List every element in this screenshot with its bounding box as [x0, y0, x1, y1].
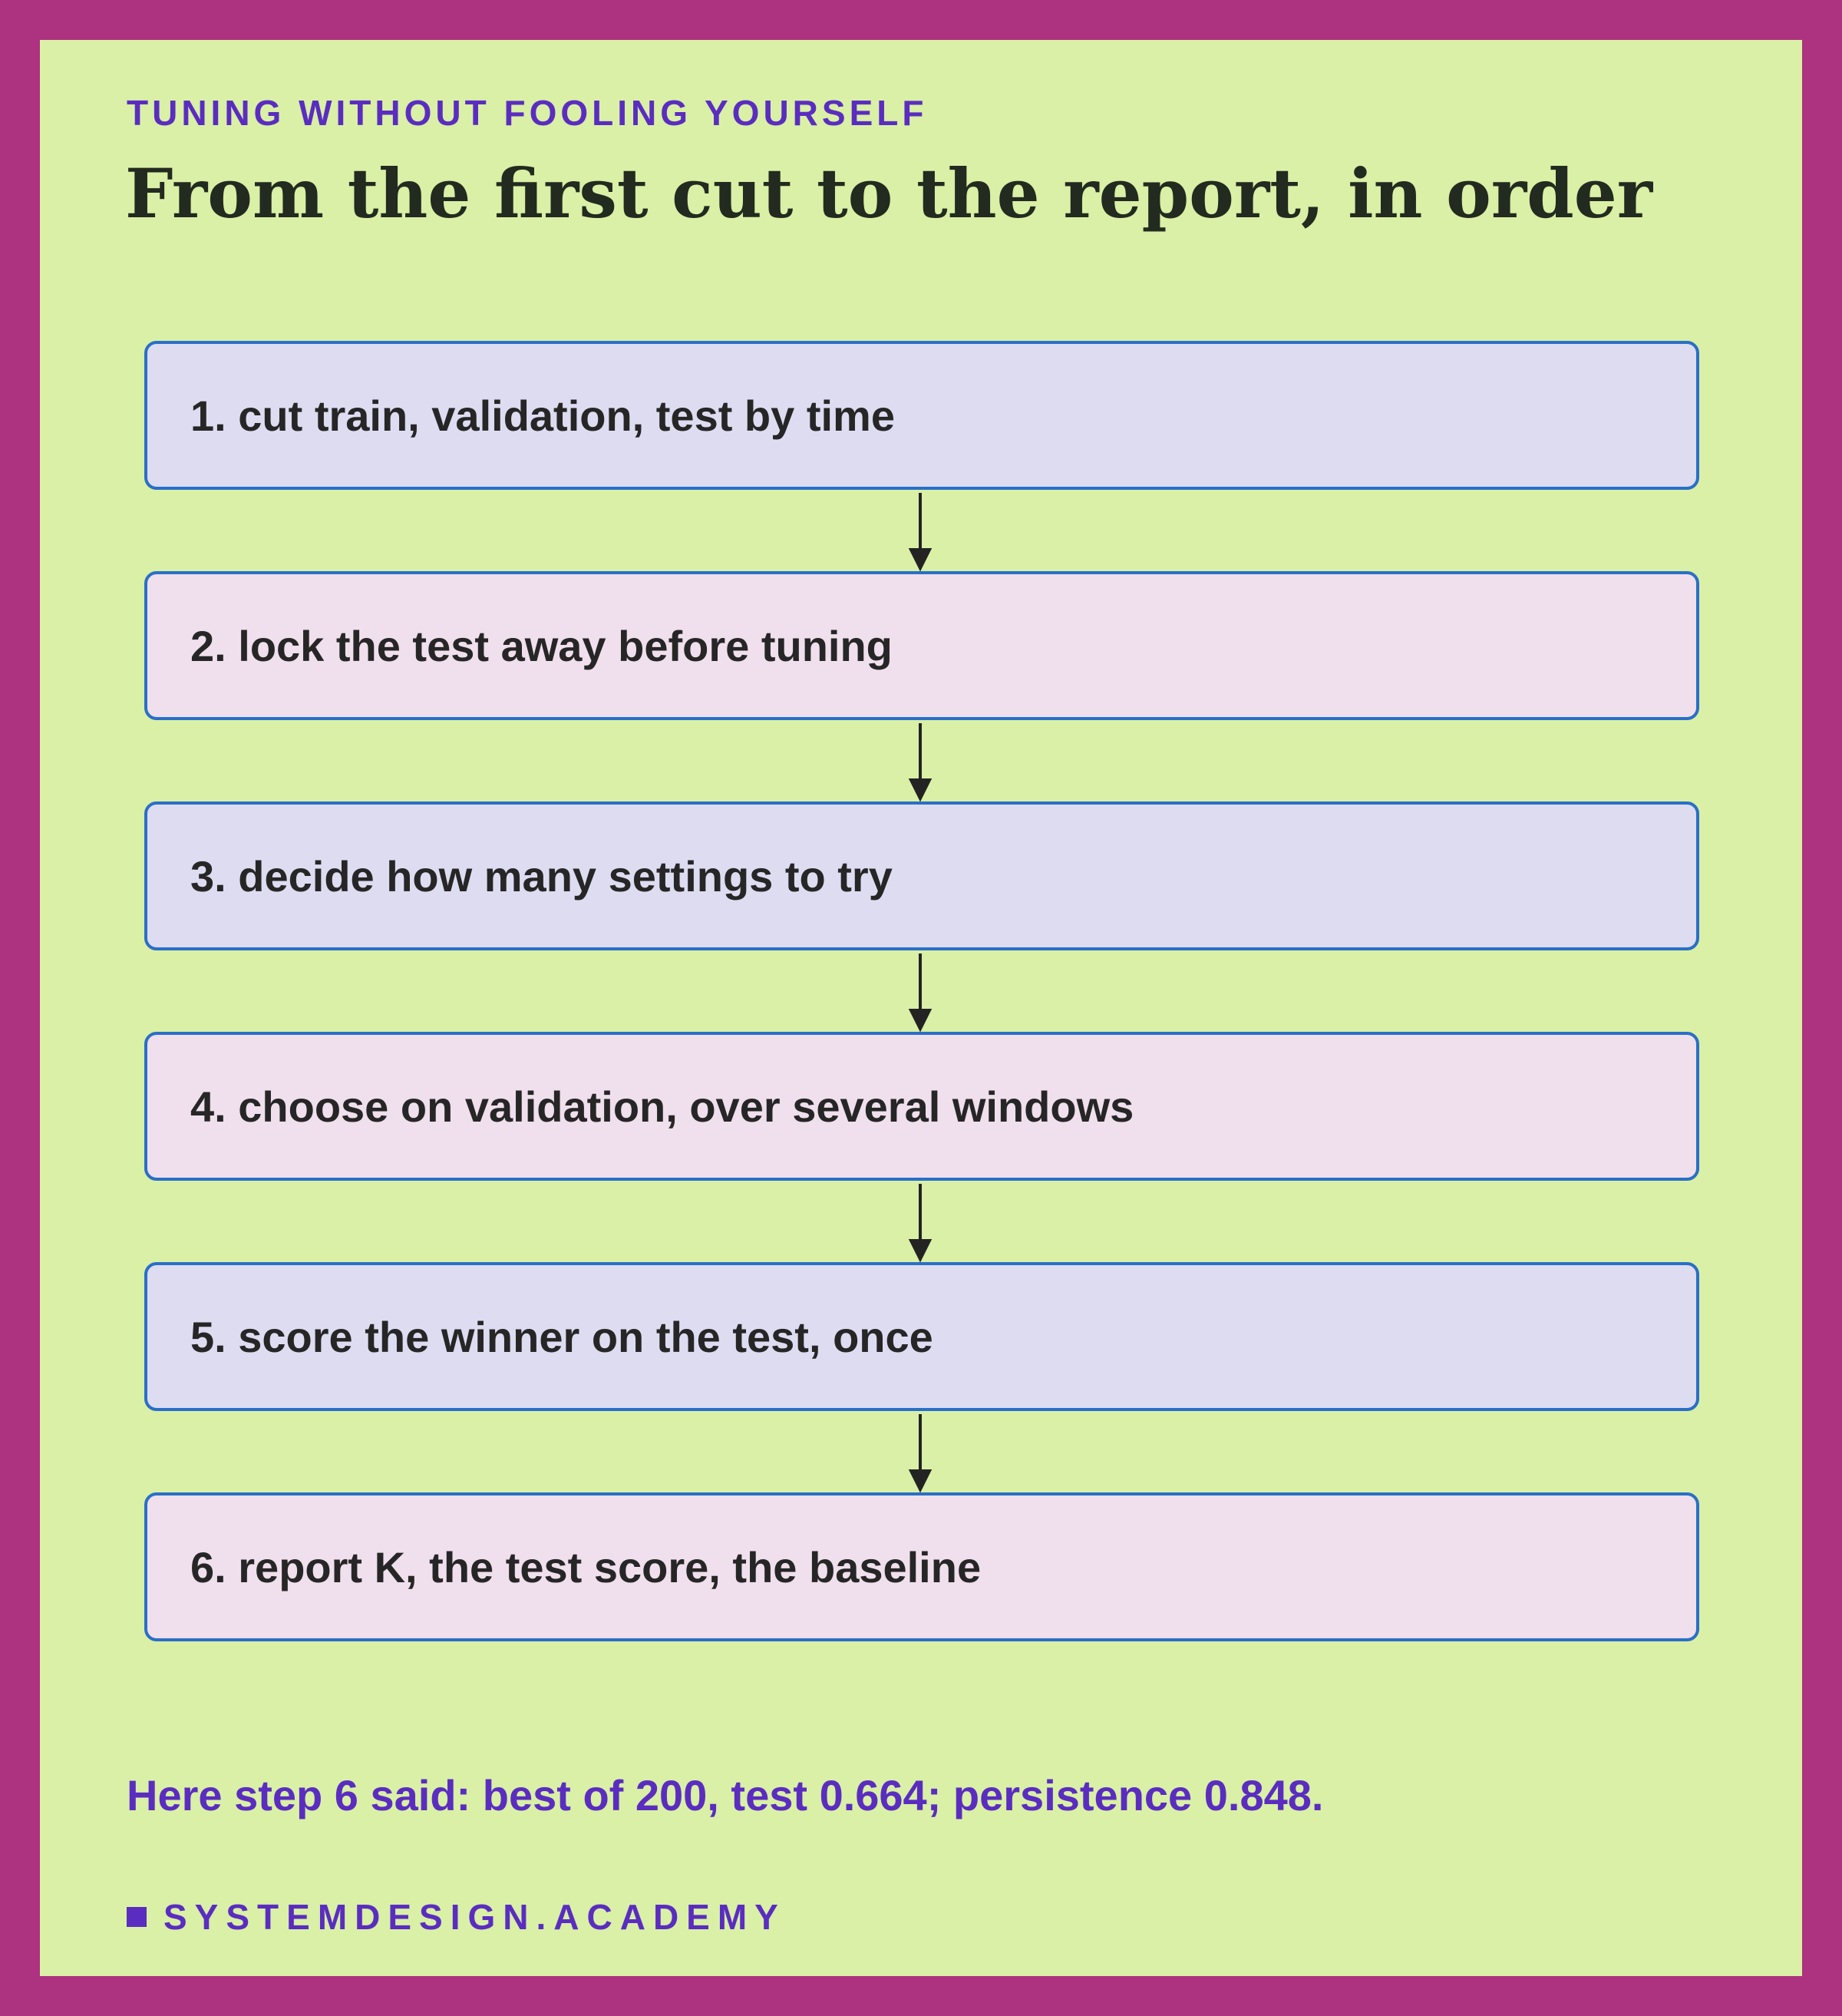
step-box-5 — [144, 1262, 1699, 1411]
card-panel — [40, 40, 1802, 1976]
step-label-1: 1. cut train, validation, test by time — [190, 391, 895, 440]
page-title: From the first cut to the report, in order — [125, 154, 1653, 233]
step-box-6 — [144, 1492, 1699, 1641]
step-label-3: 3. decide how many settings to try — [190, 851, 893, 901]
step-label-4: 4. choose on validation, over several windows — [190, 1082, 1134, 1131]
step-box-1 — [144, 341, 1699, 490]
eyebrow-label: TUNING WITHOUT FOOLING YOURSELF — [127, 93, 928, 133]
square-icon — [127, 1907, 147, 1927]
step-box-4 — [144, 1032, 1699, 1181]
step-label-5: 5. score the winner on the test, once — [190, 1312, 933, 1361]
step-box-2 — [144, 571, 1699, 720]
step-label-2: 2. lock the test away before tuning — [190, 621, 893, 670]
step-label-6: 6. report K, the test score, the baseline — [190, 1542, 982, 1591]
step-box-3 — [144, 801, 1699, 950]
brand-mark — [127, 1896, 786, 1938]
brand-name: SYSTEMDESIGN.ACADEMY — [163, 1897, 786, 1937]
result-footnote: Here step 6 said: best of 200, test 0.664; persistence 0.848. — [127, 1771, 1324, 1819]
